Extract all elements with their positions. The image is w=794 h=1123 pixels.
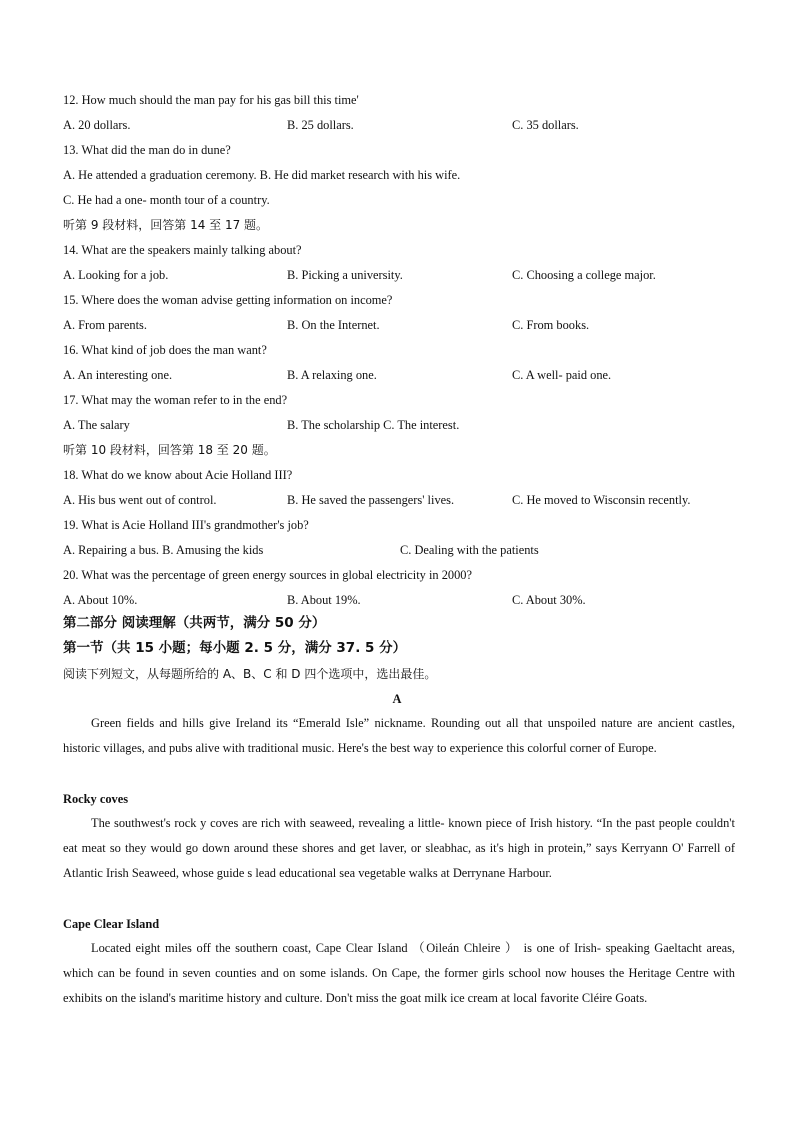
q18-option-c: C. He moved to Wisconsin recently. — [512, 493, 691, 507]
q15-option-a: A. From parents. — [63, 318, 147, 332]
q16-stem: 16. What kind of job does the man want? — [63, 343, 267, 357]
q15-option-b: B. On the Internet. — [287, 318, 380, 332]
passage-intro-text: Green fields and hills give Ireland its “Emerald Isle” nickname. Rounding out all that unspoiled nature are ancient castles, historic villages, and pubs alive with traditional music. Here's the best way to experience this colorful corner of Europe. — [63, 716, 735, 755]
paragraph-cape-clear — [63, 936, 735, 1011]
q19-options-ab: A. Repairing a bus. B. Amusing the kids — [63, 543, 264, 557]
paragraph-cape-clear-text: Located eight miles off the southern coast, Cape Clear Island （Oileán Chleire ） is one of Irish- speaking Gaeltacht areas, which can be found in seven counties and on some islands. On Cape, the former girls school now houses the Heritage Centre with exhibits on the island's maritime history and culture. Don't miss the goat milk ice cream at local favorite Cléire Goats. — [63, 941, 735, 1005]
q14-stem: 14. What are the speakers mainly talking about? — [63, 243, 302, 257]
q14-option-a: A. Looking for a job. — [63, 268, 169, 282]
q19-option-c: C. Dealing with the patients — [400, 543, 539, 557]
paragraph-rocky-coves-text: The southwest's rock y coves are rich with seaweed, revealing a little- known piece of Irish history. “In the past people couldn't eat meat so they would go down around these shores and get laver, or sleabhac, as it's high in protein,” says Kerryann O' Farrell of Atlantic Irish Seaweed, whose guide s lead educational sea vegetable walks at Derrynane Harbour. — [63, 816, 735, 880]
section-one-title: 第一节（共 15 小题；每小题 2. 5 分，满分 37. 5 分） — [63, 640, 407, 656]
q18-option-a: A. His bus went out of control. — [63, 493, 217, 507]
q17-stem: 17. What may the woman refer to in the end? — [63, 393, 288, 407]
q15-option-c: C. From books. — [512, 318, 590, 332]
q18-stem: 18. What do we know about Acie Holland III? — [63, 468, 293, 482]
q20-option-b: B. About 19%. — [287, 593, 361, 607]
q20-option-a: A. About 10%. — [63, 593, 138, 607]
q18-option-b: B. He saved the passengers' lives. — [287, 493, 455, 507]
instruction-section-10: 听第 10 段材料，回答第 18 至 20 题。 — [63, 443, 276, 457]
passage-label: A — [392, 692, 402, 706]
q17-options-bc: B. The scholarship C. The interest. — [287, 418, 460, 432]
q12-stem: 12. How much should the man pay for his gas bill this time' — [63, 93, 359, 107]
q14-option-c: C. Choosing a college major. — [512, 268, 656, 282]
q13-stem: 13. What did the man do in dune? — [63, 143, 231, 157]
q12-option-c: C. 35 dollars. — [512, 118, 579, 132]
q14-option-b: B. Picking a university. — [287, 268, 403, 282]
part-two-title: 第二部分 阅读理解（共两节，满分 50 分） — [63, 615, 326, 631]
reading-instruction: 阅读下列短文，从每题所给的 A、B、C 和 D 四个选项中，选出最佳。 — [63, 667, 437, 681]
q19-stem: 19. What is Acie Holland III's grandmother's job? — [63, 518, 309, 532]
q16-option-a: A. An interesting one. — [63, 368, 173, 382]
q20-stem: 20. What was the percentage of green energy sources in global electricity in 2000? — [63, 568, 472, 582]
q15-stem: 15. Where does the woman advise getting information on income? — [63, 293, 393, 307]
instruction-section-9: 听第 9 段材料，回答第 14 至 17 题。 — [63, 218, 269, 232]
q13-option-c: C. He had a one- month tour of a country. — [63, 193, 270, 207]
q12-option-a: A. 20 dollars. — [63, 118, 131, 132]
q17-option-a: A. The salary — [63, 418, 130, 432]
passage-intro — [63, 711, 735, 761]
heading-rocky-coves: Rocky coves — [63, 792, 129, 806]
q13-options-ab: A. He attended a graduation ceremony. B. He did market research with his wife. — [63, 168, 461, 182]
heading-cape-clear: Cape Clear Island — [63, 917, 160, 931]
q20-option-c: C. About 30%. — [512, 593, 586, 607]
q16-option-b: B. A relaxing one. — [287, 368, 377, 382]
q16-option-c: C. A well- paid one. — [512, 368, 612, 382]
q12-option-b: B. 25 dollars. — [287, 118, 354, 132]
paragraph-rocky-coves — [63, 811, 735, 886]
